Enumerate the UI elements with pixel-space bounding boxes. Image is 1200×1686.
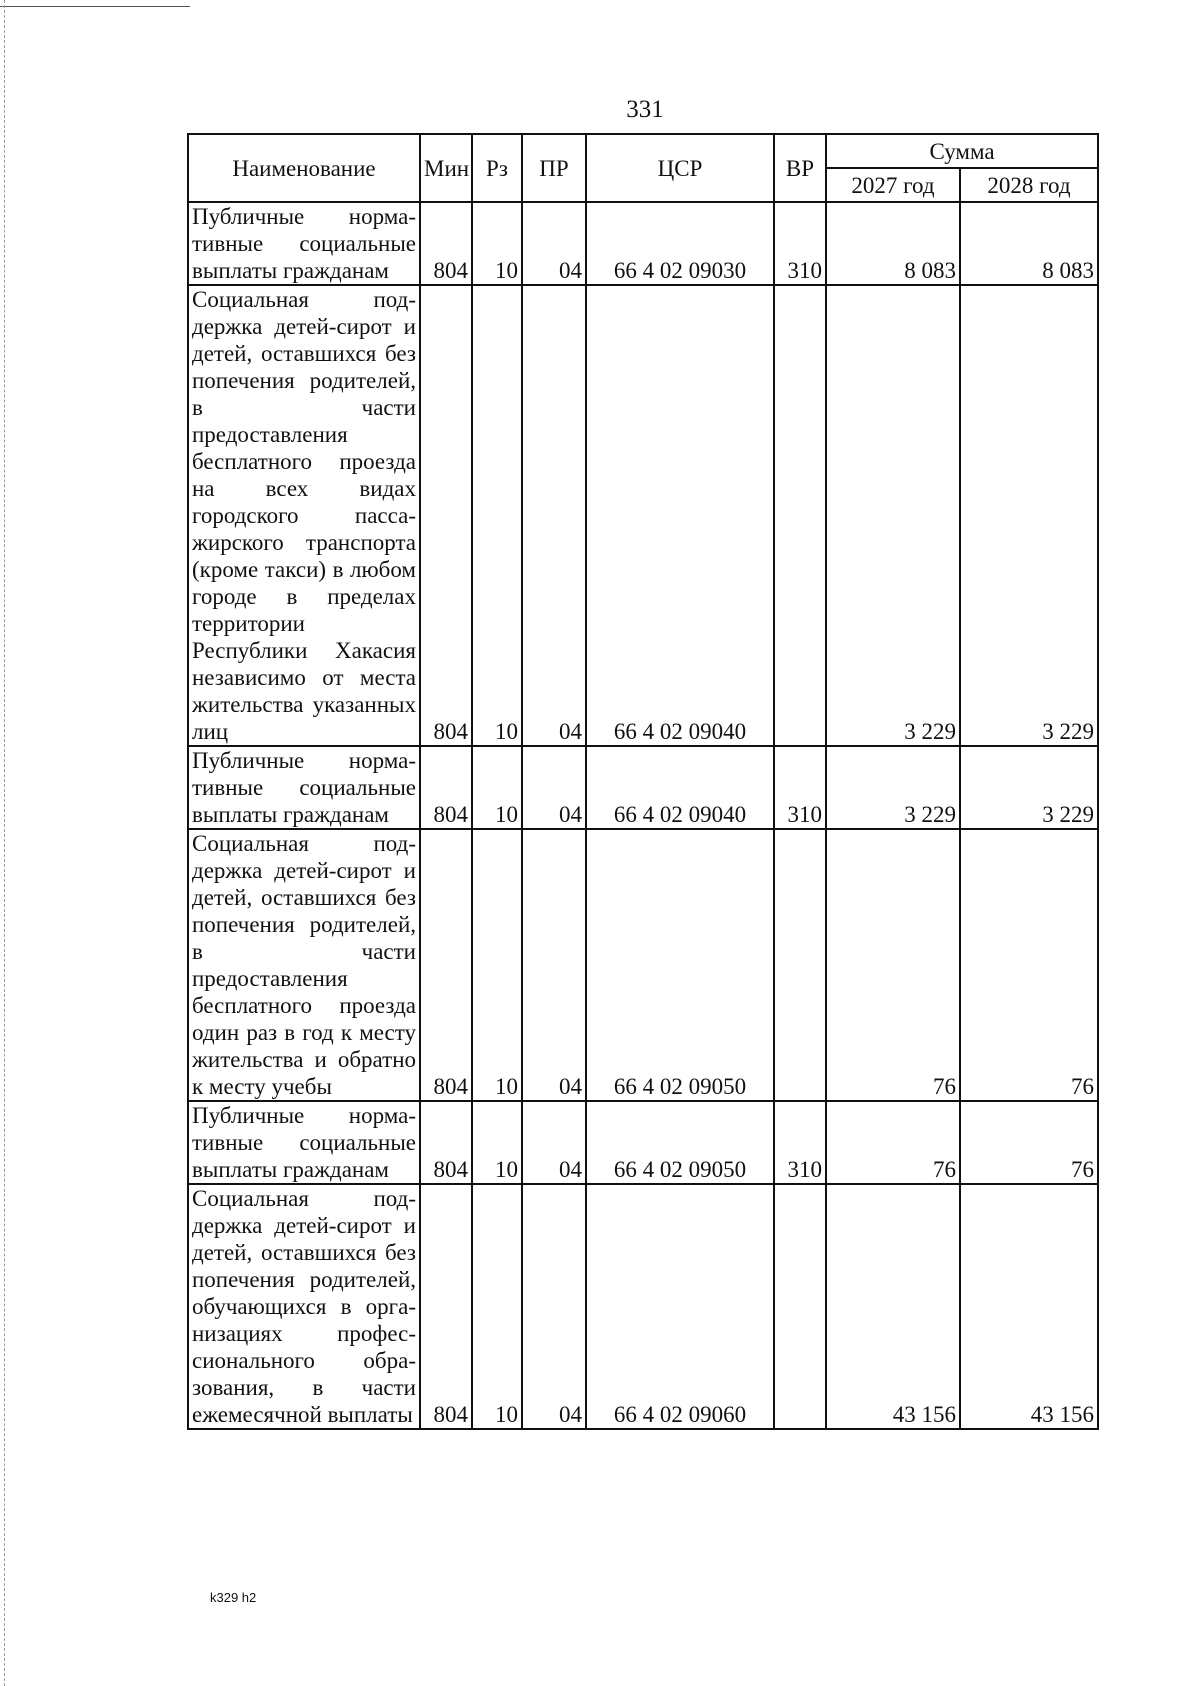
cell-name: Публичные нормативные социальные выплаты гражданам (188, 1101, 420, 1184)
cell-csr: 66 4 02 09050 (586, 1101, 774, 1184)
cell-vr (774, 285, 826, 746)
cell-pr: 04 (522, 829, 586, 1101)
cell-2028: 43 156 (960, 1184, 1098, 1429)
table-row (188, 202, 1098, 285)
cell-rz: 10 (472, 1184, 522, 1429)
header-rz: Рз (472, 134, 522, 202)
footer-code: k329 h2 (210, 1590, 257, 1605)
cell-2027: 3 229 (826, 746, 960, 829)
cell-vr (774, 1184, 826, 1429)
header-sum: Сумма (826, 134, 1098, 168)
cell-pr: 04 (522, 1184, 586, 1429)
cell-name: Публичные нормативные социальные выплаты гражданам (188, 202, 420, 285)
cell-min: 804 (420, 202, 472, 285)
cell-pr: 04 (522, 202, 586, 285)
cell-vr: 310 (774, 1101, 826, 1184)
table-row (188, 285, 1098, 746)
cell-2027: 8 083 (826, 202, 960, 285)
cell-csr: 66 4 02 09040 (586, 285, 774, 746)
cell-rz: 10 (472, 285, 522, 746)
cell-vr: 310 (774, 746, 826, 829)
page-number: 331 (626, 96, 664, 123)
cell-2028: 76 (960, 1101, 1098, 1184)
cell-csr: 66 4 02 09040 (586, 746, 774, 829)
budget-table (187, 133, 1099, 1430)
cell-name: Социальная поддержка детей-сирот и детей, оставшихся без попечения родителей, обучающихся в организациях профессионального образования, в части ежемесячной выплаты (188, 1184, 420, 1429)
table-row (188, 1184, 1098, 1429)
cell-2027: 43 156 (826, 1184, 960, 1429)
cell-name: Публичные нормативные социальные выплаты гражданам (188, 746, 420, 829)
cell-min: 804 (420, 829, 472, 1101)
cell-2028: 8 083 (960, 202, 1098, 285)
cell-csr: 66 4 02 09050 (586, 829, 774, 1101)
cell-2027: 3 229 (826, 285, 960, 746)
table-row (188, 829, 1098, 1101)
cell-vr (774, 829, 826, 1101)
cell-min: 804 (420, 746, 472, 829)
table-body (188, 202, 1098, 1429)
cell-rz: 10 (472, 829, 522, 1101)
cell-2027: 76 (826, 829, 960, 1101)
header-year-2027: 2027 год (826, 168, 960, 202)
cell-pr: 04 (522, 746, 586, 829)
cell-2028: 3 229 (960, 285, 1098, 746)
cell-pr: 04 (522, 1101, 586, 1184)
cell-2027: 76 (826, 1101, 960, 1184)
header-min: Мин (420, 134, 472, 202)
cell-min: 804 (420, 285, 472, 746)
table-header (188, 134, 1098, 202)
cell-vr: 310 (774, 202, 826, 285)
cell-rz: 10 (472, 1101, 522, 1184)
cell-rz: 10 (472, 746, 522, 829)
cell-2028: 76 (960, 829, 1098, 1101)
scan-edge-left (4, 0, 5, 1686)
cell-min: 804 (420, 1184, 472, 1429)
cell-min: 804 (420, 1101, 472, 1184)
cell-csr: 66 4 02 09060 (586, 1184, 774, 1429)
table-row (188, 1101, 1098, 1184)
cell-csr: 66 4 02 09030 (586, 202, 774, 285)
cell-2028: 3 229 (960, 746, 1098, 829)
scan-edge-top (0, 6, 190, 7)
budget-table-container (187, 133, 1097, 1430)
cell-name: Социальная поддержка детей-сирот и детей, оставшихся без попечения родителей, в части предоставления бесплатного проезда один раз в год к месту жительства и обратно к месту учебы (188, 829, 420, 1101)
header-csr: ЦСР (586, 134, 774, 202)
header-year-2028: 2028 год (960, 168, 1098, 202)
cell-pr: 04 (522, 285, 586, 746)
table-row (188, 746, 1098, 829)
header-pr: ПР (522, 134, 586, 202)
cell-rz: 10 (472, 202, 522, 285)
header-name: Наименование (188, 134, 420, 202)
header-vr: ВР (774, 134, 826, 202)
cell-name: Социальная поддержка детей-сирот и детей, оставшихся без попечения родителей, в части предоставления бесплатного проезда на всех видах городского пассажирского транспорта (кроме такси) в любом городе в пределах территории Республики Хакасия независимо от места жительства указанных лиц (188, 285, 420, 746)
